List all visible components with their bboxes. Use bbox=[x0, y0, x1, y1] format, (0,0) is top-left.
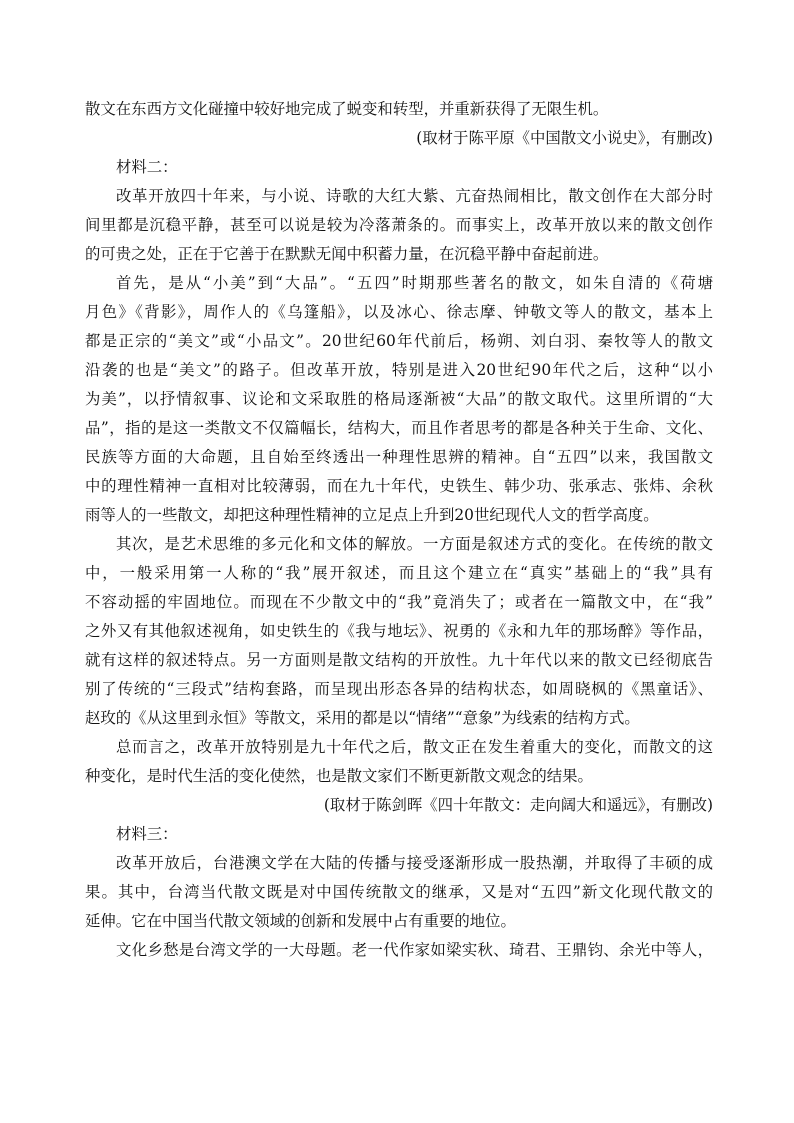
section-heading: 材料二： bbox=[116, 158, 178, 176]
text-line: 的可贵之处，正在于它善于在默默无闻中积蓄力量，在沉稳平静中奋起前进。 bbox=[85, 245, 609, 263]
text-line: 延伸。它在中国当代散文领域的创新和发展中占有重要的地位。 bbox=[85, 912, 516, 930]
source-citation: (取材于陈平原《中国散文小说史》，有删改) bbox=[416, 129, 713, 147]
source-citation: (取材于陈剑晖《四十年散文：走向阔大和遥远》，有删改) bbox=[323, 796, 713, 814]
section-heading: 材料三： bbox=[116, 825, 178, 843]
paragraph-first-line: 首先，是从“小美”到“大品”。“五四”时期那些著名的散文，如朱自清的《荷塘 bbox=[116, 274, 713, 292]
text-line: 不容动摇的牢固地位。而现在不少散文中的“我”竟消失了；或者在一篇散文中，在“我” bbox=[85, 593, 713, 611]
text-line: 就有这样的叙述特点。另一方面则是散文结构的开放性。九十年代以来的散文已经彻底告 bbox=[85, 651, 713, 669]
text-line: 雨等人的一些散文，却把这种理性精神的立足点上升到20世纪现代人文的哲学高度。 bbox=[85, 506, 659, 524]
paragraph-first-line: 总而言之，改革开放特别是九十年代之后，散文正在发生着重大的变化，而散文的这 bbox=[116, 738, 713, 756]
text-line: 间里都是沉稳平静，甚至可以说是较为冷落萧条的。而事实上，改革开放以来的散文创作 bbox=[85, 216, 713, 234]
text-line: 赵玫的《从这里到永恒》等散文，采用的都是以“情绪”“意象”为线索的结构方式。 bbox=[85, 709, 640, 727]
text-line: 之外又有其他叙述视角，如史铁生的《我与地坛》、祝勇的《永和九年的那场醉》等作品， bbox=[85, 622, 713, 640]
text-line: 中的理性精神一直相对比较薄弱，而在九十年代，史铁生、韩少功、张承志、张炜、余秋 bbox=[85, 477, 713, 495]
text-line: 种变化，是时代生活的变化使然，也是散文家们不断更新散文观念的结果。 bbox=[85, 767, 593, 785]
document-page bbox=[85, 95, 713, 965]
text-line: 中，一般采用第一人称的“我”展开叙述，而且这个建立在“真实”基础上的“我”具有 bbox=[85, 564, 713, 582]
text-line: 为美”，以抒情叙事、议论和文采取胜的格局逐渐被“大品”的散文取代。这里所谓的“大 bbox=[85, 390, 713, 408]
text-line: 品”，指的是这一类散文不仅篇幅长，结构大，而且作者思考的都是各种关于生命、文化、 bbox=[85, 419, 713, 437]
paragraph-first-line: 文化乡愁是台湾文学的一大母题。老一代作家如梁实秋、琦君、王鼎钧、余光中等人， bbox=[116, 941, 713, 959]
text-line: 月色》《背影》，周作人的《乌篷船》，以及冰心、徐志摩、钟敬文等人的散文，基本上 bbox=[85, 303, 713, 321]
text-line: 沿袭的也是“美文”的路子。但改革开放，特别是进入20世纪90年代之后，这种“以小 bbox=[85, 361, 713, 379]
text-line: 别了传统的“三段式”结构套路，而呈现出形态各异的结构状态，如周晓枫的《黑童话》、 bbox=[85, 680, 713, 698]
paragraph-first-line: 改革开放四十年来，与小说、诗歌的大红大紫、亢奋热闹相比，散文创作在大部分时 bbox=[116, 187, 713, 205]
text-line: 都是正宗的“美文”或“小品文”。20世纪60年代前后，杨朔、刘白羽、秦牧等人的散文 bbox=[85, 332, 713, 350]
paragraph-first-line: 改革开放后，台港澳文学在大陆的传播与接受逐渐形成一股热潮，并取得了丰硕的成 bbox=[116, 854, 713, 872]
paragraph-first-line: 其次，是艺术思维的多元化和文体的解放。一方面是叙述方式的变化。在传统的散文 bbox=[116, 535, 713, 553]
text-line: 散文在东西方文化碰撞中较好地完成了蜕变和转型，并重新获得了无限生机。 bbox=[85, 100, 609, 118]
text-line: 民族等方面的大命题，且自始至终透出一种理性思辨的精神。自“五四”以来，我国散文 bbox=[85, 448, 713, 466]
text-line: 果。其中，台湾当代散文既是对中国传统散文的继承，又是对“五四”新文化现代散文的 bbox=[85, 883, 713, 901]
